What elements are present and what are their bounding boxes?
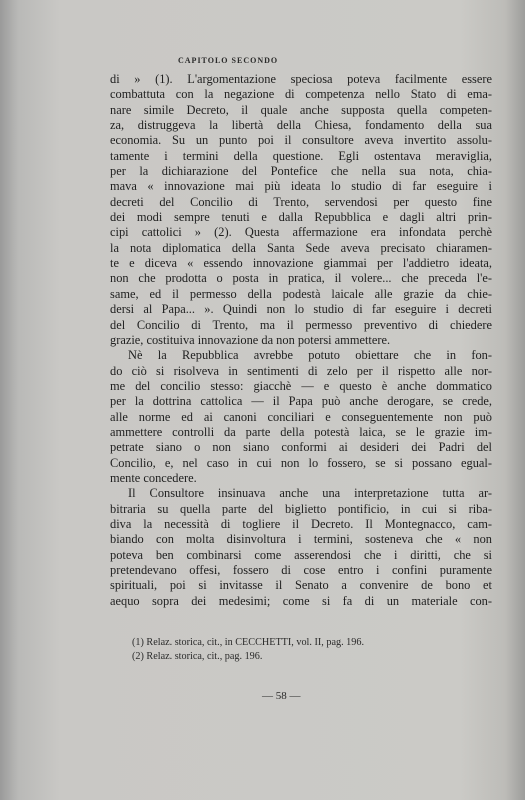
footnotes <box>132 636 492 664</box>
text-line: aequo sopra dei medesimi; come si fa di un materiale con- <box>110 593 492 608</box>
page-number: — 58 — <box>262 690 301 702</box>
text-line: ammettere controlli da parte della potestà laica, se le grazie im- <box>110 424 492 439</box>
body-text <box>110 72 492 609</box>
text-line: diva la necessità di togliere il Decreto. Il Montegnacco, cam- <box>110 516 492 531</box>
text-line: la nota diplomatica della Santa Sede aveva precisato chiaramen- <box>110 240 492 255</box>
text-line: nare simile Decreto, il quale anche supposta quella competen- <box>110 102 492 117</box>
text-line: combattuta con la negazione di competenza nello Stato di ema- <box>110 87 492 102</box>
text-line: mava « innovazione mai più ideata lo studio di far eseguire i <box>110 179 492 194</box>
text-line: dersi al Papa... ». Quindi non lo studio di far eseguire i decreti <box>110 302 492 317</box>
text-line: biando con molta disinvoltura i termini, sosteneva che « non <box>110 532 492 547</box>
text-line: per la dottrina cattolica — il Papa può anche derogare, se crede, <box>110 394 492 409</box>
text-line: cipi cattolici » (2). Questa affermazione era infondata perchè <box>110 225 492 240</box>
footnote: (2) Relaz. storica, cit., pag. 196. <box>132 651 263 662</box>
text-line: pretendevano offesi, fossero di cose entro i confini puramente <box>110 563 492 577</box>
text-line: Il Consultore insinuava anche una interpretazione tutta ar- <box>128 486 492 501</box>
text-line: economia. Su un punto poi il consultore aveva invertito assolu- <box>110 133 492 148</box>
text-line: bitraria su quella parte del biglietto pontificio, in cui si riba- <box>110 501 492 516</box>
text-line: alle norme ed ai canoni conciliari e conseguentemente non può <box>110 409 492 424</box>
text-line: tamente i termini della questione. Egli ostentava meraviglia, <box>110 148 492 163</box>
text-line: me del concilio stesso: giacchè — e questo è anche dommatico <box>110 378 492 393</box>
text-line: per la dichiarazione del Pontefice che nella sua nota, chia- <box>110 164 492 179</box>
text-line: dei modi sempre tenuti e dalla Repubblica e dagli altri prin- <box>110 210 492 225</box>
text-line: petrate siano o non siano conformi ai desideri dei Padri del <box>110 440 492 455</box>
text-line: del Concilio di Trento, ma il permesso preventivo di chiedere <box>110 317 492 332</box>
text-line: decreti del Concilio di Trento, servendosi per questo fine <box>110 194 492 209</box>
text-line: mente concedere. <box>110 470 197 485</box>
footnote: (1) Relaz. storica, cit., in CECCHETTI, vol. II, pag. 196. <box>132 637 364 648</box>
text-line: za, distruggeva la libertà della Chiesa, fondamento della sua <box>110 118 492 133</box>
text-line: di » (1). L'argomentazione speciosa poteva facilmente essere <box>110 72 492 86</box>
text-line: same, ed il permesso della podestà laicale alle grazie da chie- <box>110 286 492 301</box>
text-line: poteva ben combinarsi come asserendosi che i diritti, che si <box>110 547 492 562</box>
text-line: spirituali, poi si invitasse il Senato a convenire de bono et <box>110 578 492 593</box>
text-line: non che prodotta o posta in pratica, il volere... che preceda l'e- <box>110 271 492 286</box>
text-line: te e diceva « essendo innovazione giammai per l'addietro ideata, <box>110 256 492 271</box>
text-line: Concilio, e, nel caso in cui non lo fossero, se si possano egual- <box>110 455 492 470</box>
running-header: CAPITOLO SECONDO <box>178 56 279 65</box>
text-line: do ciò si risolveva in sentimenti di zelo per il rispetto alle nor- <box>110 363 492 378</box>
text-line: Nè la Repubblica avrebbe potuto obiettare che in fon- <box>128 348 492 363</box>
text-line: grazie, costituiva innovazione da non potersi ammettere. <box>110 332 391 347</box>
